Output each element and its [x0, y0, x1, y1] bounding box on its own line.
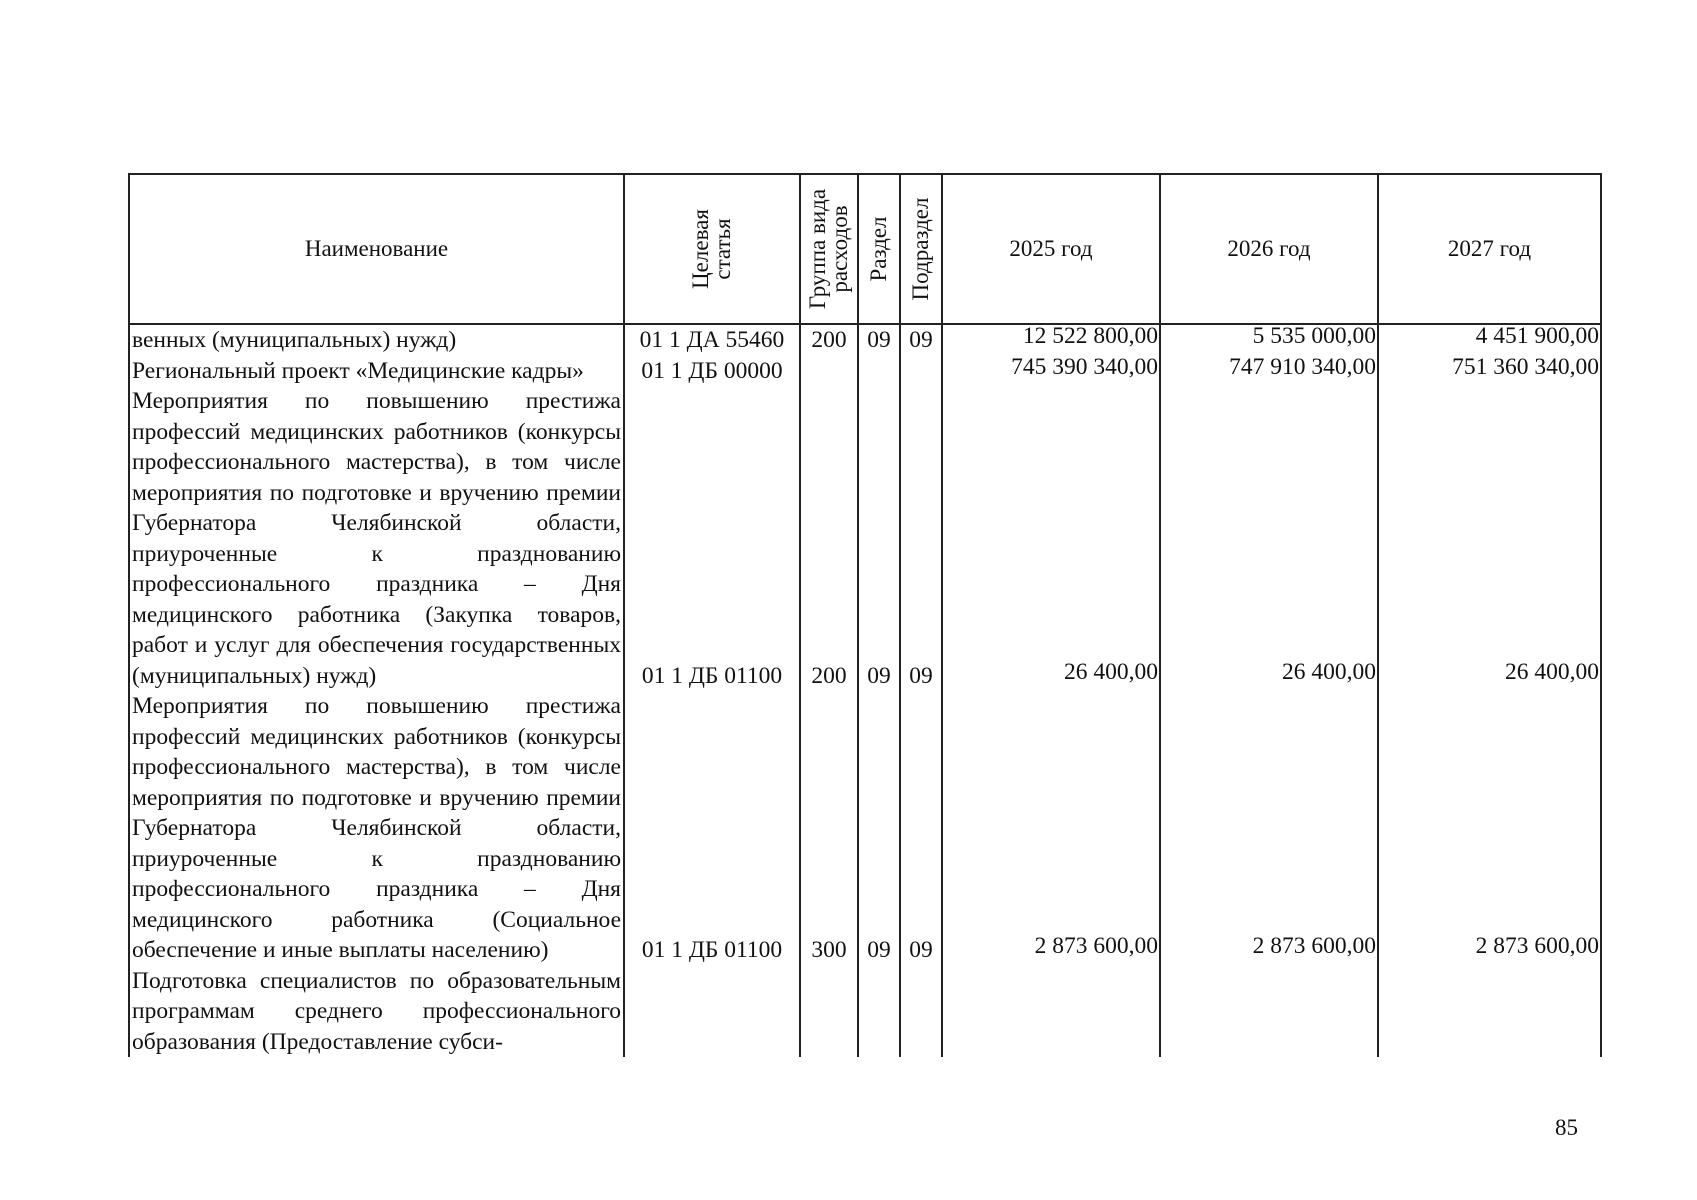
row-expense-group: 200 — [800, 386, 858, 691]
page-number: 85 — [1555, 1115, 1578, 1140]
row-amount-2025: 745 390 340,00 — [942, 356, 1160, 387]
table-row — [129, 386, 1601, 691]
row-section — [858, 966, 900, 1058]
row-target-article: 01 1 ДБ 00000 — [624, 356, 800, 387]
row-expense-group: 200 — [800, 324, 858, 356]
table-row — [129, 324, 1601, 356]
row-amount-2027 — [1378, 966, 1601, 1058]
row-amount-2025: 2 873 600,00 — [942, 691, 1160, 966]
header-year-2026: 2026 год — [1160, 174, 1378, 324]
row-subsection — [900, 356, 942, 387]
header-row — [129, 174, 1601, 324]
row-amount-2026: 2 873 600,00 — [1160, 691, 1378, 966]
row-name: Мероприятия по повышению престижа профессий медицинских работников (конкурсы профессионального мастерства), в том числе мероприятия по подготовке и вручению премии Губернатора Челябинской области, приуроченные к празднованию профессионального праздника – Дня медицинского работника (Социальное обеспечение и иные выплаты населению) — [129, 691, 624, 966]
row-amount-2027: 2 873 600,00 — [1378, 691, 1601, 966]
row-subsection: 09 — [900, 386, 942, 691]
row-amount-2025: 26 400,00 — [942, 386, 1160, 691]
table-row — [129, 691, 1601, 966]
row-amount-2026: 747 910 340,00 — [1160, 356, 1378, 387]
header-section: Раздел — [858, 174, 900, 324]
header-year-2025: 2025 год — [942, 174, 1160, 324]
header-year-2027: 2027 год — [1378, 174, 1601, 324]
row-amount-2026: 26 400,00 — [1160, 386, 1378, 691]
row-section: 09 — [858, 691, 900, 966]
header-expense-group: Группа вида расходов — [800, 174, 858, 324]
header-subsection: Подраздел — [900, 174, 942, 324]
row-amount-2027: 4 451 900,00 — [1378, 324, 1601, 356]
header-name: Наименование — [129, 174, 624, 324]
row-section: 09 — [858, 324, 900, 356]
row-section — [858, 356, 900, 387]
row-amount-2027: 26 400,00 — [1378, 386, 1601, 691]
table-row — [129, 966, 1601, 1058]
row-name: венных (муниципальных) нужд) — [129, 324, 624, 356]
row-name: Региональный проект «Медицинские кадры» — [129, 356, 624, 387]
row-subsection — [900, 966, 942, 1058]
header-target-article: Целевая статья — [624, 174, 800, 324]
row-subsection: 09 — [900, 324, 942, 356]
row-name: Мероприятия по повышению престижа профессий медицинских работников (конкурсы профессионального мастерства), в том числе мероприятия по подготовке и вручению премии Губернатора Челябинской области, приуроченные к празднованию профессионального праздника – Дня медицинского работника (Закупка товаров, работ и услуг для обеспечения государственных (муниципальных) нужд) — [129, 386, 624, 691]
budget-table — [128, 173, 1602, 1057]
row-target-article — [624, 966, 800, 1058]
row-expense-group — [800, 966, 858, 1058]
row-target-article: 01 1 ДБ 01100 — [624, 691, 800, 966]
row-amount-2026 — [1160, 966, 1378, 1058]
row-name: Подготовка специалистов по образовательным программам среднего профессионального образования (Предоставление субси- — [129, 966, 624, 1058]
row-amount-2026: 5 535 000,00 — [1160, 324, 1378, 356]
row-expense-group: 300 — [800, 691, 858, 966]
row-target-article: 01 1 ДБ 01100 — [624, 386, 800, 691]
row-section: 09 — [858, 386, 900, 691]
row-subsection: 09 — [900, 691, 942, 966]
row-expense-group — [800, 356, 858, 387]
row-amount-2025: 12 522 800,00 — [942, 324, 1160, 356]
table-row — [129, 356, 1601, 387]
row-amount-2027: 751 360 340,00 — [1378, 356, 1601, 387]
row-amount-2025 — [942, 966, 1160, 1058]
row-target-article: 01 1 ДА 55460 — [624, 324, 800, 356]
